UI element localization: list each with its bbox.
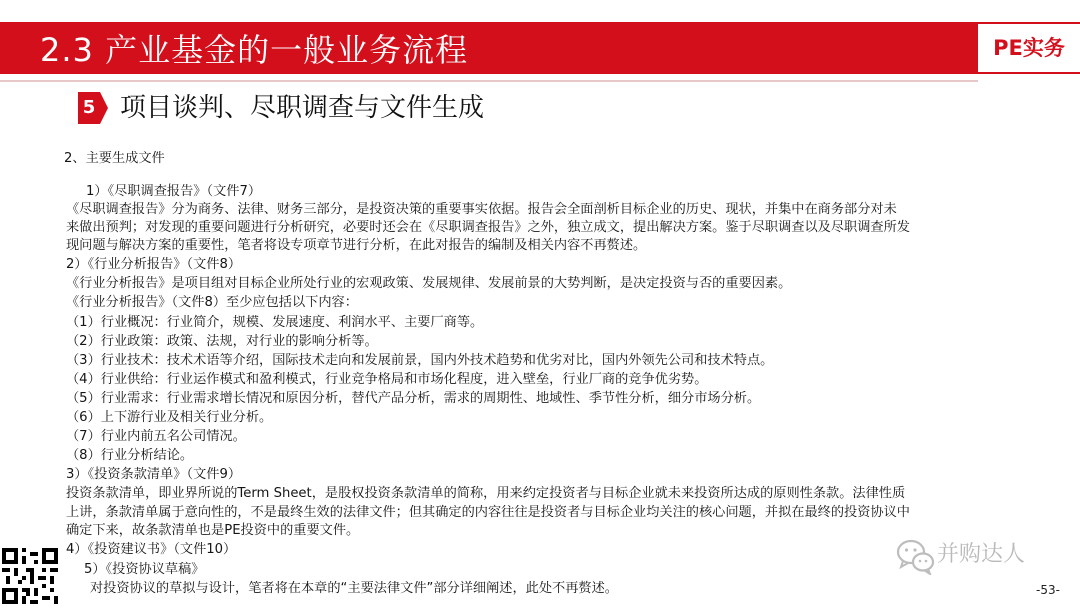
item-heading-line: 4）《投资建议书》（文件10） xyxy=(66,542,237,557)
paragraph-line: 上讲，条款清单属于意向性的，不是最终生效的法律文件；但其确定的内容往往是投资者与目标企业均关注的核心问题，并拟在最终的投资协议中 xyxy=(66,505,910,520)
paragraph-line: 投资条款清单，即业界所说的Term Sheet，是股权投资条款清单的简称，用来约定投资者与目标企业就未来投资所达成的原则性条款。法律性质 xyxy=(66,486,906,501)
item-heading-line: 2）《行业分析报告》（文件8） xyxy=(66,257,242,272)
list-item-line: （2）行业政策：政策、法规，对行业的影响分析等。 xyxy=(66,334,378,349)
header-divider xyxy=(0,80,978,82)
paragraph-line: 来做出预判；对发现的重要问题进行分析研究，必要时还会在《尽职调查报告》之外，独立成文，提出解决方案。鉴于尽职调查以及尽职调查所发 xyxy=(66,220,910,235)
section-number: 5 xyxy=(82,97,96,118)
page-number: -53- xyxy=(1036,583,1060,597)
subheading-line: 2、主要生成文件 xyxy=(64,151,165,166)
paragraph-line: 确定下来，故条款清单也是PE投资中的重要文件。 xyxy=(66,523,360,538)
brand-label: PE实务 xyxy=(993,36,1065,60)
watermark-text: 并购达人 xyxy=(937,542,1026,567)
list-item-line: （7）行业内前五名公司情况。 xyxy=(66,429,246,444)
list-item-line: （5）行业需求：行业需求增长情况和原因分析，替代产品分析，需求的周期性、地域性、季节性分析，细分市场分析。 xyxy=(66,391,761,406)
paragraph-line: 现问题与解决方案的重要性，笔者将设专项章节进行分析，在此对报告的编制及相关内容不再赘述。 xyxy=(66,238,647,253)
paragraph-line: 《尽职调查报告》分为商务、法律、财务三部分，是投资决策的重要事实依据。报告会全面剖析目标企业的历史、现状，并集中在商务部分对未 xyxy=(66,202,897,217)
list-item-line: （6）上下游行业及相关行业分析。 xyxy=(66,410,273,425)
list-item-line: （3）行业技术：技术术语等介绍，国际技术走向和发展前景，国内外技术趋势和优劣对比，国内外领先公司和技术特点。 xyxy=(66,353,774,368)
paragraph-line: 《行业分析报告》（文件8）至少应包括以下内容： xyxy=(66,295,358,310)
list-item-line: （1）行业概况：行业简介，规模、发展速度、利润水平、主要厂商等。 xyxy=(66,315,484,330)
item-heading-line: 3）《投资条款清单》（文件9） xyxy=(66,467,242,482)
item-heading-line: 1）《尽职调查报告》（文件7） xyxy=(86,184,262,199)
list-item-line: （4）行业供给：行业运作模式和盈利模式，行业竞争格局和市场化程度，进入壁垒，行业厂商的竞争优劣势。 xyxy=(66,372,708,387)
paragraph-line: 《行业分析报告》是项目组对目标企业所处行业的宏观政策、发展规律、发展前景的大势判断，是决定投资与否的重要因素。 xyxy=(66,276,792,291)
wechat-icon xyxy=(895,537,935,575)
page-title: 2.3 产业基金的一般业务流程 xyxy=(40,31,469,69)
item-heading-line: 5）《投资协议草稿》 xyxy=(84,562,205,577)
paragraph-line: 对投资协议的草拟与设计，笔者将在本章的“主要法律文件”部分详细阐述，此处不再赘述。 xyxy=(90,581,618,596)
qr-code-icon xyxy=(2,548,58,604)
list-item-line: （8）行业分析结论。 xyxy=(66,448,194,463)
section-title: 项目谈判、尽职调查与文件生成 xyxy=(120,93,485,123)
